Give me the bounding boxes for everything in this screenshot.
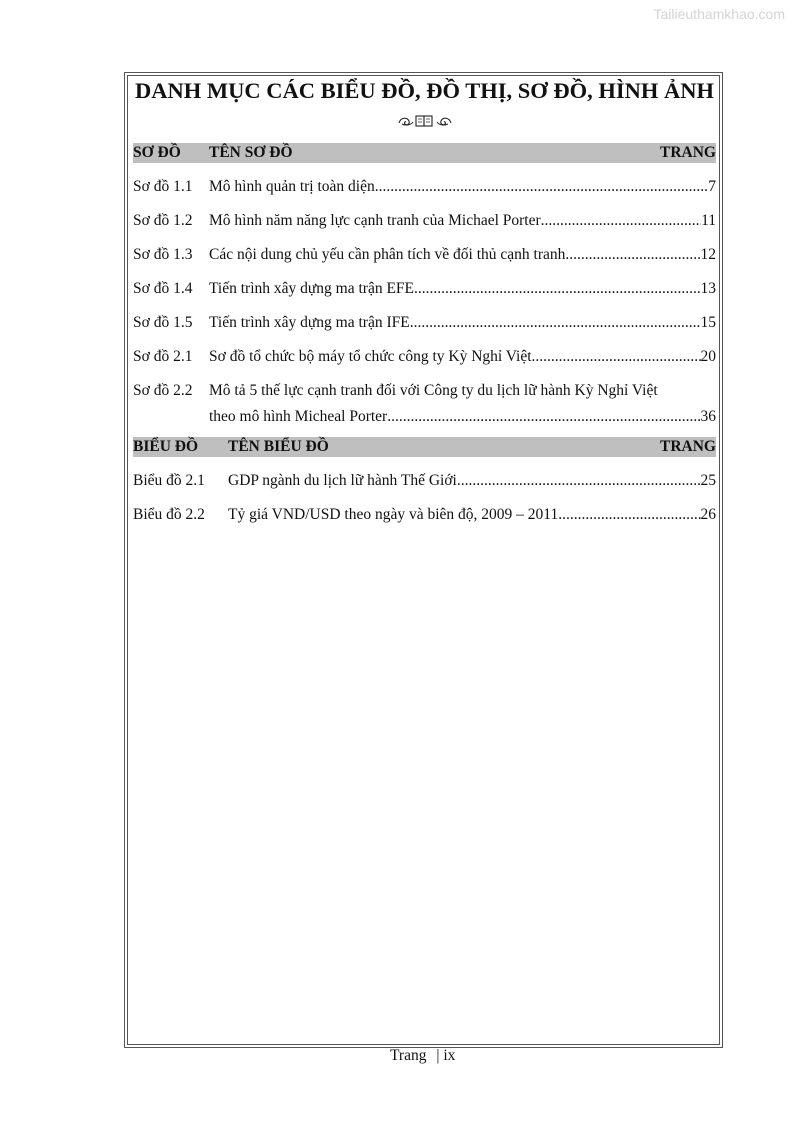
bieu-do-col-page: TRANG bbox=[660, 438, 716, 455]
so-do-col-title: TÊN SƠ ĐỒ bbox=[209, 144, 293, 161]
entry-page: 20 bbox=[700, 348, 716, 365]
bieu-do-col-label: BIỂU ĐỒ bbox=[133, 438, 199, 455]
dot-leader bbox=[414, 276, 700, 302]
toc-entry[interactable] bbox=[133, 378, 716, 430]
dot-leader bbox=[558, 502, 700, 528]
entry-label: Sơ đồ 1.1 bbox=[133, 178, 193, 195]
dot-leader bbox=[532, 344, 701, 370]
bieu-do-header bbox=[133, 437, 716, 457]
footer-page-number: ix bbox=[443, 1047, 456, 1064]
entry-label: Sơ đồ 1.2 bbox=[133, 212, 193, 229]
page-footer bbox=[390, 1047, 455, 1065]
entry-title: GDP ngành du lịch lữ hành Thế Giới bbox=[228, 472, 457, 489]
toc-entry[interactable] bbox=[133, 468, 716, 494]
entry-title: Mô hình năm năng lực cạnh tranh của Michael Porter bbox=[209, 212, 541, 229]
entry-label: Sơ đồ 2.2 bbox=[133, 382, 193, 399]
entry-page: 25 bbox=[700, 472, 716, 489]
dot-leader bbox=[375, 174, 709, 200]
entry-page: 7 bbox=[708, 178, 716, 195]
entry-label: Sơ đồ 1.5 bbox=[133, 314, 193, 331]
toc-entry[interactable] bbox=[133, 208, 716, 234]
toc-entry[interactable] bbox=[133, 344, 716, 370]
toc-entry[interactable] bbox=[133, 310, 716, 336]
entry-title: Tỷ giá VND/USD theo ngày và biên độ, 2009 – 2011 bbox=[228, 506, 559, 523]
so-do-col-page: TRANG bbox=[660, 144, 716, 161]
entry-title-line2: theo mô hình Micheal Porter bbox=[209, 408, 388, 425]
so-do-col-label: SƠ ĐỒ bbox=[133, 144, 181, 161]
footer-label: Trang bbox=[390, 1047, 427, 1064]
so-do-header bbox=[133, 143, 716, 163]
dot-leader bbox=[541, 208, 701, 234]
toc-entry[interactable] bbox=[133, 276, 716, 302]
watermark: Tailieuthamkhao.com bbox=[653, 6, 785, 22]
entry-title: Sơ đồ tổ chức bộ máy tổ chức công ty Kỳ Nghỉ Việt bbox=[209, 348, 532, 365]
entry-title: Các nội dung chủ yếu cần phân tích về đối thủ cạnh tranh bbox=[209, 246, 566, 263]
entry-label: Biểu đồ 2.2 bbox=[133, 506, 205, 523]
ornament-book-icon bbox=[133, 113, 716, 129]
entry-page: 26 bbox=[700, 506, 716, 523]
entry-page: 13 bbox=[700, 280, 716, 297]
entry-label: Sơ đồ 1.3 bbox=[133, 246, 193, 263]
content bbox=[133, 73, 716, 528]
toc-entry[interactable] bbox=[133, 242, 716, 268]
dot-leader bbox=[387, 404, 700, 430]
entry-label: Sơ đồ 1.4 bbox=[133, 280, 193, 297]
entry-title: Mô hình quản trị toàn diện bbox=[209, 178, 375, 195]
page-frame bbox=[124, 72, 723, 1048]
entry-page: 15 bbox=[700, 314, 716, 331]
entry-title: Tiến trình xây dựng ma trận EFE bbox=[209, 280, 415, 297]
footer-separator: | bbox=[436, 1047, 440, 1064]
dot-leader bbox=[457, 468, 701, 494]
entry-page: 36 bbox=[700, 408, 716, 425]
entry-label: Biểu đồ 2.1 bbox=[133, 472, 205, 489]
page-title: DANH MỤC CÁC BIỂU ĐỒ, ĐỒ THỊ, SƠ ĐỒ, HÌNH ẢNH bbox=[134, 78, 714, 103]
entry-label: Sơ đồ 2.1 bbox=[133, 348, 193, 365]
entry-page: 12 bbox=[700, 246, 716, 263]
entry-title: Tiến trình xây dựng ma trận IFE bbox=[209, 314, 410, 331]
entry-title-line1: Mô tả 5 thế lực cạnh tranh đối với Công ty du lịch lữ hành Kỳ Nghỉ Việt bbox=[209, 382, 658, 399]
bieu-do-col-title: TÊN BIỂU ĐỒ bbox=[228, 438, 329, 455]
toc-entry[interactable] bbox=[133, 502, 716, 528]
dot-leader bbox=[410, 310, 701, 336]
entry-page: 11 bbox=[701, 212, 716, 229]
toc-entry[interactable] bbox=[133, 174, 716, 200]
dot-leader bbox=[565, 242, 700, 268]
